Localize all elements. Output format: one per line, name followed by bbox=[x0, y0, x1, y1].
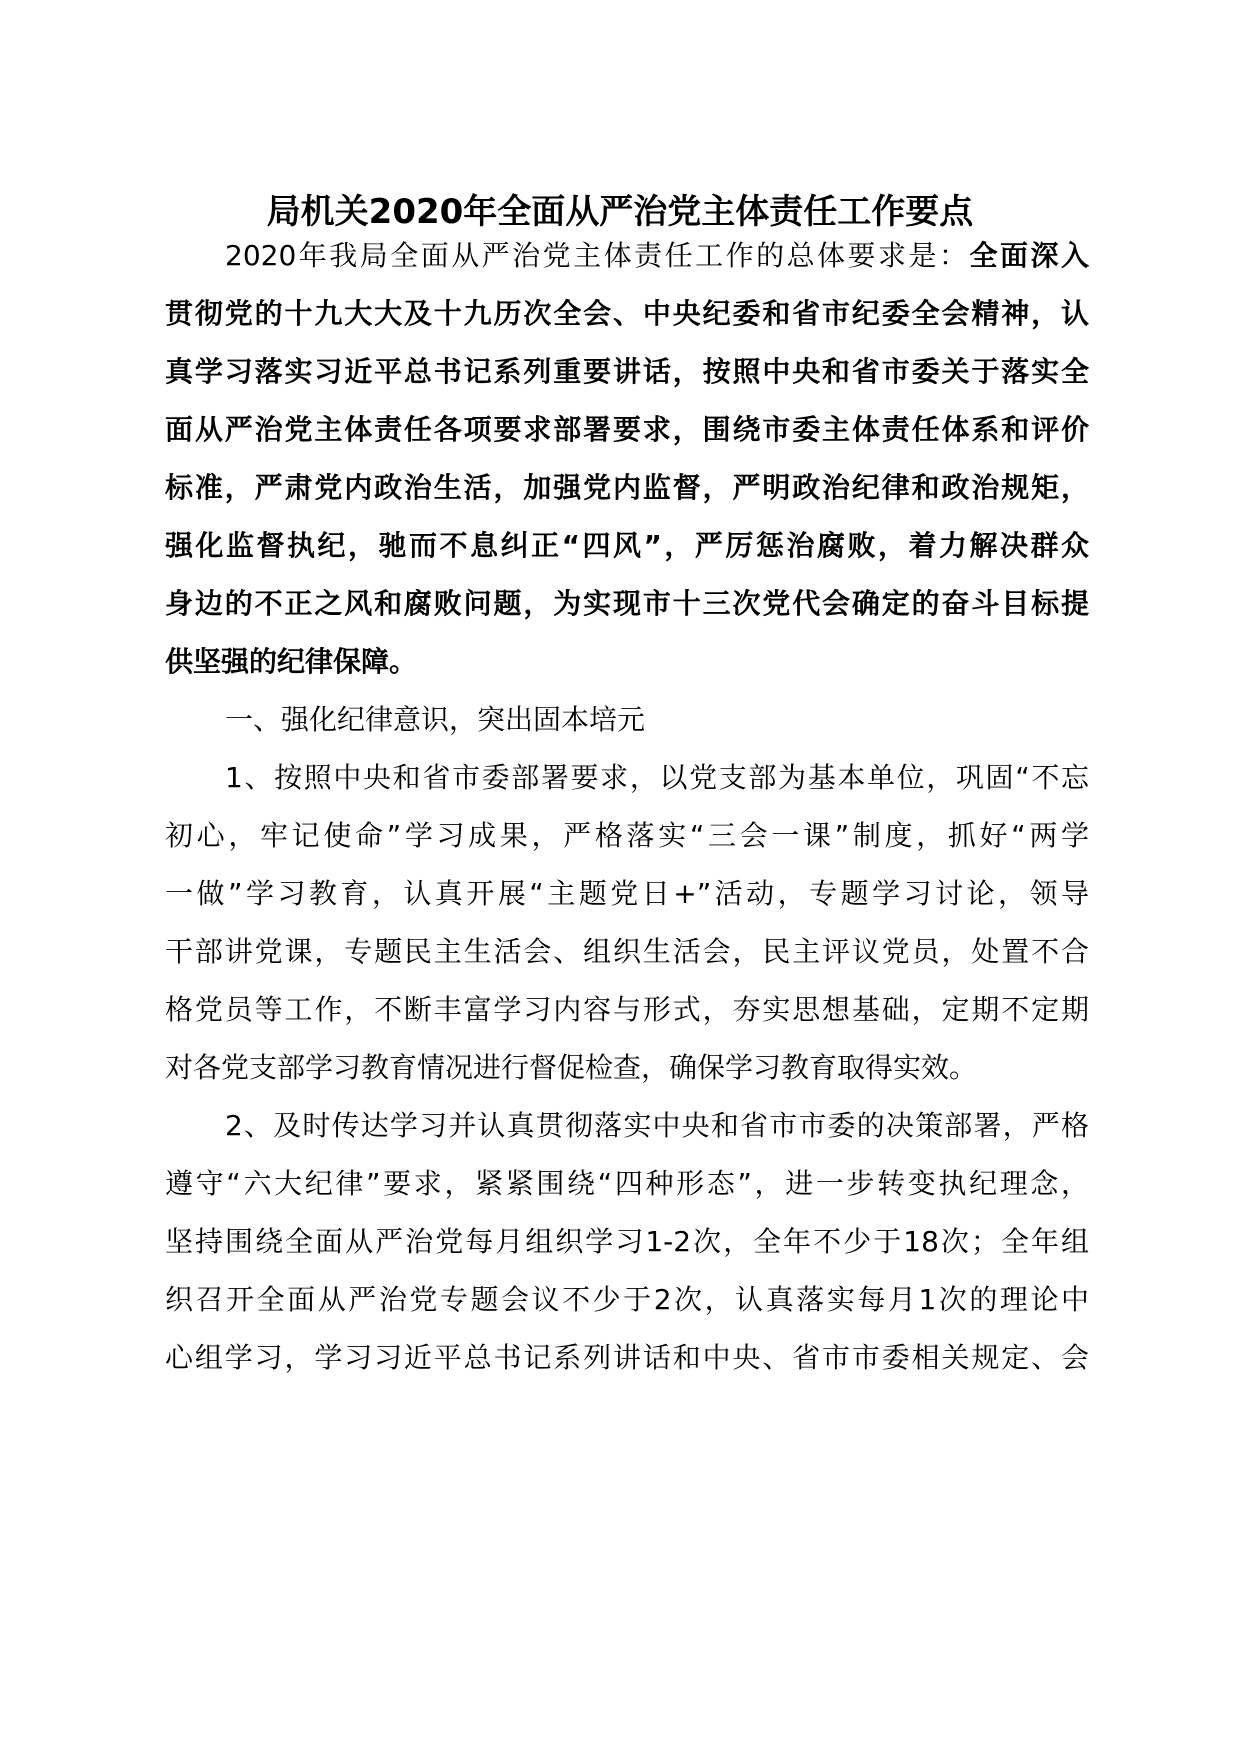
intro-line-8: 供坚强的纪律保障。 bbox=[165, 645, 418, 678]
intro-requirement-start: 全面深入 bbox=[969, 239, 1089, 272]
item1-line-6: 对各党支部学习教育情况进行督促检查，确保学习教育取得实效。 bbox=[165, 1051, 978, 1084]
item2-line-4: 织召开全面从严治党专题会议不少于2次，认真落实每月1次的理论中 bbox=[165, 1283, 1089, 1316]
intro-line-2: 贯彻党的十九大大及十九历次全会、中央纪委和省市纪委全会精神，认 bbox=[165, 297, 1089, 330]
intro-line-5: 标准，严肃党内政治生活，加强党内监督，严明政治纪律和政治规矩， bbox=[165, 471, 1089, 504]
intro-line-6: 强化监督执纪，驰而不息纠正“四风”，严厉惩治腐败，着力解决群众 bbox=[165, 529, 1089, 562]
intro-line-7: 身边的不正之风和腐败问题，为实现市十三次党代会确定的奋斗目标提 bbox=[165, 587, 1089, 620]
intro-line-1 bbox=[225, 236, 1089, 276]
section-heading-1: 一、强化纪律意识，突出固本培元 bbox=[225, 703, 646, 736]
item2-line-1: 2、及时传达学习并认真贯彻落实中央和省市市委的决策部署，严格 bbox=[225, 1109, 1089, 1142]
item1-line-5: 格党员等工作，不断丰富学习内容与形式，夯实思想基础，定期不定期 bbox=[165, 993, 1089, 1026]
item2-line-2: 遵守“六大纪律”要求，紧紧围绕“四种形态”，进一步转变执纪理念， bbox=[165, 1167, 1089, 1200]
item1-line-4: 干部讲党课，专题民主生活会、组织生活会，民主评议党员，处置不合 bbox=[165, 935, 1089, 968]
item2-line-3: 坚持围绕全面从严治党每月组织学习1-2次，全年不少于18次；全年组 bbox=[165, 1225, 1089, 1258]
intro-line-3: 真学习落实习近平总书记系列重要讲话，按照中央和省市委关于落实全 bbox=[165, 355, 1089, 388]
intro-lead: 2020年我局全面从严治党主体责任工作的总体要求是： bbox=[225, 239, 970, 272]
item1-line-3: 一做”学习教育，认真开展“主题党日+”活动，专题学习讨论，领导 bbox=[165, 877, 1089, 910]
intro-line-4: 面从严治党主体责任各项要求部署要求，围绕市委主体责任体系和评价 bbox=[165, 413, 1089, 446]
item1-line-2: 初心，牢记使命”学习成果，严格落实“三会一课”制度，抓好“两学 bbox=[165, 819, 1089, 852]
item1-line-1: 1、按照中央和省市委部署要求，以党支部为基本单位，巩固“不忘 bbox=[225, 761, 1089, 794]
document-title: 局机关2020年全面从严治党主体责任工作要点 bbox=[266, 192, 974, 232]
item2-line-5: 心组学习，学习习近平总书记系列讲话和中央、省市市委相关规定、会 bbox=[165, 1341, 1089, 1374]
